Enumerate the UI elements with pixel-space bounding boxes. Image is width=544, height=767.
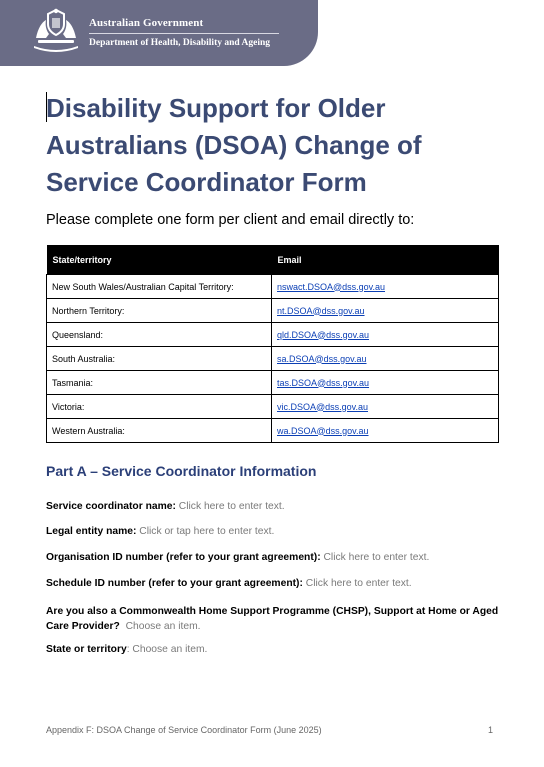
table-row bbox=[47, 323, 499, 347]
state-cell: New South Wales/Australian Capital Territory: bbox=[47, 275, 272, 299]
dropdown-control[interactable]: : Choose an item. bbox=[126, 644, 208, 655]
email-link[interactable]: qld.DSOA@dss.gov.au bbox=[277, 329, 370, 340]
email-cell bbox=[272, 371, 499, 395]
email-link[interactable]: tas.DSOA@dss.gov.au bbox=[277, 377, 370, 388]
table-row bbox=[47, 347, 499, 371]
email-cell bbox=[272, 275, 499, 299]
email-link[interactable]: sa.DSOA@dss.gov.au bbox=[277, 353, 367, 364]
field-schedule-id bbox=[46, 578, 506, 589]
field-organisation-id bbox=[46, 552, 506, 563]
column-header-state: State/territory bbox=[47, 245, 272, 275]
table-row bbox=[47, 275, 499, 299]
page-title: Disability Support for Older Australians (DSOA) Change of Service Coordinator Form bbox=[46, 93, 422, 197]
government-header bbox=[0, 0, 318, 66]
footer-text: Appendix F: DSOA Change of Service Coordinator Form (June 2025) bbox=[46, 725, 322, 735]
field-label: Service coordinator name: bbox=[46, 501, 176, 512]
email-link[interactable]: vic.DSOA@dss.gov.au bbox=[277, 401, 369, 412]
state-cell: Queensland: bbox=[47, 323, 272, 347]
text-entry-control[interactable]: Click here to enter text. bbox=[178, 501, 285, 512]
field-chsp-provider bbox=[46, 604, 506, 634]
field-label: Organisation ID number (refer to your grant agreement): bbox=[46, 552, 321, 563]
email-cell bbox=[272, 395, 499, 419]
email-link[interactable]: wa.DSOA@dss.gov.au bbox=[277, 425, 369, 436]
page-number: 1 bbox=[488, 725, 494, 735]
section-heading-part-a: Part A – Service Coordinator Information bbox=[46, 463, 317, 479]
field-legal-entity-name bbox=[46, 526, 506, 537]
table-header-row bbox=[47, 245, 499, 275]
dropdown-control[interactable]: Choose an item. bbox=[125, 621, 201, 632]
email-cell bbox=[272, 347, 499, 371]
contacts-table bbox=[46, 245, 499, 443]
field-label: Schedule ID number (refer to your grant agreement): bbox=[46, 578, 303, 589]
state-cell: Victoria: bbox=[47, 395, 272, 419]
field-label: Legal entity name: bbox=[46, 526, 137, 537]
intro-text: Please complete one form per client and email directly to: bbox=[46, 212, 415, 228]
email-link[interactable]: nswact.DSOA@dss.gov.au bbox=[277, 281, 386, 292]
header-divider bbox=[89, 33, 279, 34]
text-entry-control[interactable]: Click here to enter text. bbox=[305, 578, 412, 589]
state-cell: Western Australia: bbox=[47, 419, 272, 443]
email-cell bbox=[272, 419, 499, 443]
government-name: Australian Government bbox=[89, 17, 204, 29]
coat-of-arms-icon bbox=[30, 8, 82, 52]
table-row bbox=[47, 395, 499, 419]
state-cell: Tasmania: bbox=[47, 371, 272, 395]
state-cell: Northern Territory: bbox=[47, 299, 272, 323]
field-state-or-territory bbox=[46, 644, 506, 655]
field-label: State or territory bbox=[46, 644, 127, 655]
text-entry-control[interactable]: Click here to enter text. bbox=[323, 552, 430, 563]
email-link[interactable]: nt.DSOA@dss.gov.au bbox=[277, 305, 365, 316]
field-label: Are you also a Commonwealth Home Support Programme (CHSP), Support at Home or Aged Care Provider? bbox=[46, 606, 499, 632]
state-cell: South Australia: bbox=[47, 347, 272, 371]
department-name: Department of Health, Disability and Ageing bbox=[89, 38, 271, 48]
field-service-coordinator-name bbox=[46, 501, 506, 512]
table-row bbox=[47, 299, 499, 323]
table-row bbox=[47, 371, 499, 395]
email-cell bbox=[272, 299, 499, 323]
table-row bbox=[47, 419, 499, 443]
text-entry-control[interactable]: Click or tap here to enter text. bbox=[139, 526, 275, 537]
email-cell bbox=[272, 323, 499, 347]
column-header-email: Email bbox=[272, 245, 499, 275]
